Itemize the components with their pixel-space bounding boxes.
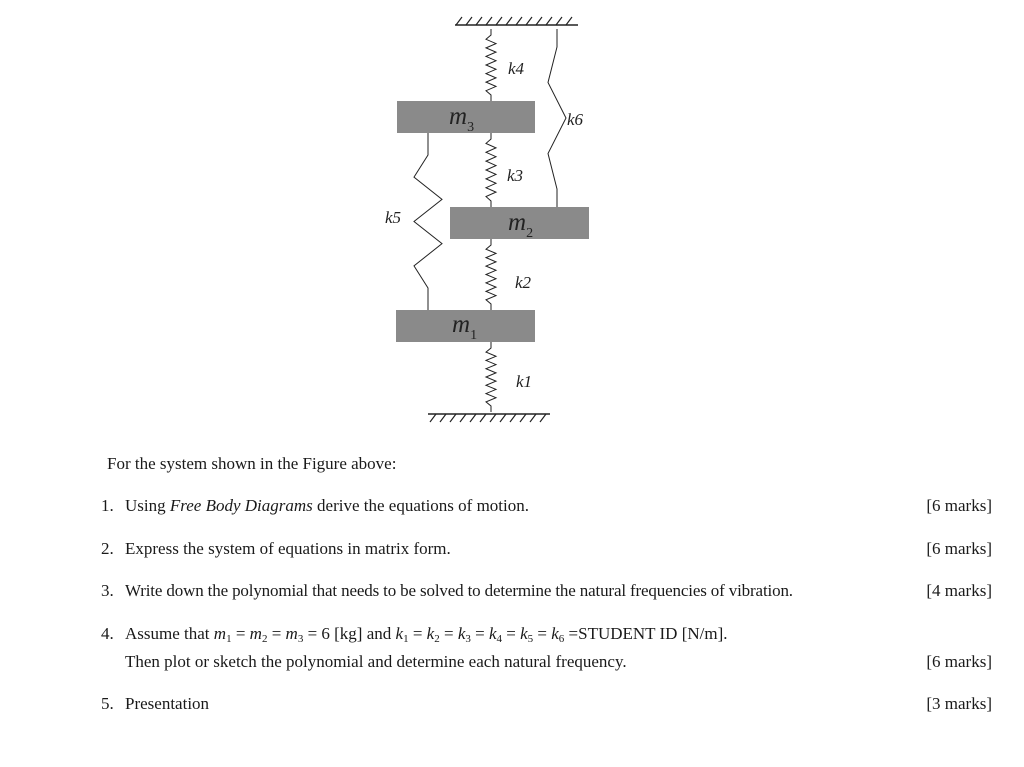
top-support-hatch xyxy=(516,17,522,25)
mass-m3-label: $m_3$ xyxy=(449,103,475,135)
top-support-hatch xyxy=(496,17,502,25)
spring-label-k6: k6 xyxy=(567,110,584,129)
question-text-post: derive the equations of motion. xyxy=(312,496,530,515)
spring-label-k2: k2 xyxy=(515,273,532,292)
question-marks: [3 marks] xyxy=(926,694,992,713)
question-text xyxy=(125,496,529,516)
question-text: Presentation xyxy=(125,694,210,713)
question-marks: [6 marks] xyxy=(926,652,992,671)
top-support-hatch xyxy=(476,17,482,25)
bottom-support-hatch xyxy=(530,414,536,422)
question-number: 4. xyxy=(101,624,114,643)
top-support-hatch xyxy=(566,17,572,25)
question-text-line-2: Then plot or sketch the polynomial and determine each natural frequency. xyxy=(125,652,627,671)
top-support-hatch xyxy=(536,17,542,25)
question-marks: [4 marks] xyxy=(926,581,992,600)
mass-m1-label: $m_1$ xyxy=(452,311,478,343)
mass-m2-label: $m_2$ xyxy=(508,209,534,241)
bottom-support-hatch xyxy=(440,414,446,422)
spring-k5 xyxy=(414,133,442,310)
bottom-support-hatch xyxy=(480,414,486,422)
bottom-support-hatch xyxy=(520,414,526,422)
top-support-hatch xyxy=(456,17,462,25)
spring-label-k5: k5 xyxy=(385,208,402,227)
assume-text: Assume that xyxy=(125,624,210,643)
bottom-support-hatch xyxy=(450,414,456,422)
question-text-emphasis: Free Body Diagrams xyxy=(169,496,313,515)
question-number: 3. xyxy=(101,581,114,600)
question-marks: [6 marks] xyxy=(926,496,992,515)
bottom-support-hatch xyxy=(500,414,506,422)
spring-label-k4: k4 xyxy=(508,59,525,78)
question-text-pre: Using xyxy=(125,496,170,515)
bottom-support-hatch xyxy=(490,414,496,422)
bottom-support-hatch xyxy=(470,414,476,422)
spring-k1 xyxy=(486,342,496,412)
spring-k3 xyxy=(486,133,496,207)
top-support-hatch xyxy=(486,17,492,25)
bottom-support-hatch xyxy=(540,414,546,422)
top-support-hatch xyxy=(466,17,472,25)
spring-value-text: =STUDENT ID [N/m]. xyxy=(568,624,728,643)
top-support-hatch xyxy=(506,17,512,25)
question-text-line-1: Assume that $m_1 = m_2 = m_3 = 6$ [kg] and $k_1 = k_2 = k_3 = k_4 = k_5 = k_6$ =STUDENT ID [N/m]. xyxy=(125,624,728,645)
bottom-support-hatch xyxy=(430,414,436,422)
bottom-support-hatch xyxy=(510,414,516,422)
top-support-hatch xyxy=(546,17,552,25)
spring-label-k3: k3 xyxy=(507,166,524,185)
top-support-hatch xyxy=(526,17,532,25)
spring-k6 xyxy=(548,29,566,207)
intro-text: For the system shown in the Figure above: xyxy=(107,454,397,473)
question-marks: [6 marks] xyxy=(926,539,992,558)
top-support-hatch xyxy=(556,17,562,25)
spring-label-k1: k1 xyxy=(516,372,533,391)
bottom-support-hatch xyxy=(460,414,466,422)
spring-k2 xyxy=(486,239,496,310)
question-number: 1. xyxy=(101,496,114,515)
question-text: Express the system of equations in matrix form. xyxy=(125,539,451,558)
question-text: Write down the polynomial that needs to be solved to determine the natural frequencies of vibration. xyxy=(125,581,793,600)
spring-k4 xyxy=(486,29,496,101)
question-number: 2. xyxy=(101,539,114,558)
mass-value-text: = 6 [kg] and xyxy=(307,624,392,643)
question-number: 5. xyxy=(101,694,114,713)
